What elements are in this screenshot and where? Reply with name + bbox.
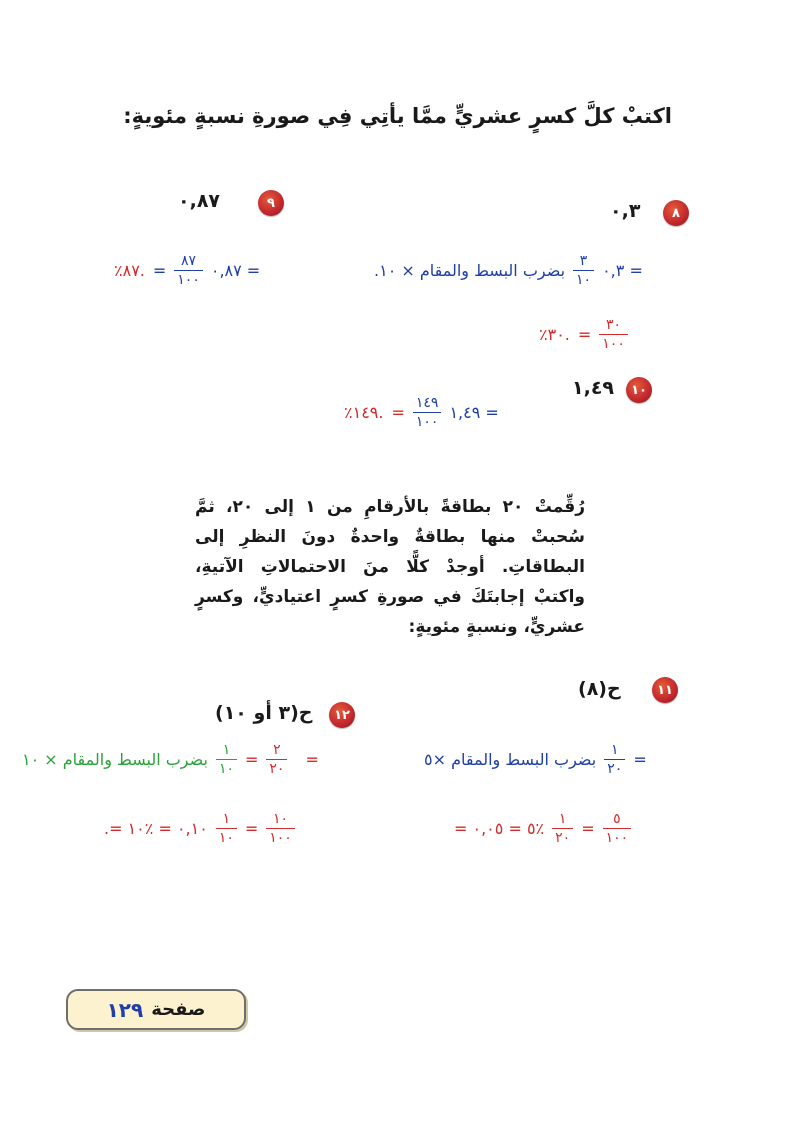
problem-9-number: ٠,٨٧	[178, 190, 221, 212]
equals-sign: =	[244, 750, 259, 769]
problem-12-step2	[100, 812, 299, 845]
problem-10-step1	[340, 396, 503, 429]
problem-8-number: ٠,٣	[610, 200, 641, 222]
page-number-box	[66, 989, 246, 1030]
equals-sign: =	[305, 750, 319, 769]
equals-value: = ٠,٨٧	[210, 261, 261, 280]
percent-result: ٪٨٧.	[114, 261, 145, 280]
fraction: $\frac{١}{٢٠}$	[604, 743, 625, 776]
fraction: $\frac{١}{٢٠}$	[552, 812, 573, 845]
equals-sign: =	[577, 325, 592, 344]
equals-sign: =	[391, 403, 405, 422]
fraction: $\frac{١٤٩}{١٠٠}$	[413, 396, 442, 429]
page-number: ١٢٩	[106, 997, 144, 1022]
problem-12-badge: ١٢	[329, 702, 355, 728]
equals-sign: =	[633, 750, 647, 769]
equals-sign: =	[244, 819, 259, 838]
problem-10-badge: ١٠	[626, 377, 652, 403]
fraction: $\frac{٣}{١٠}$	[573, 254, 594, 287]
problem-9-step1	[110, 254, 264, 287]
step-note: بضرب البسط والمقام × ١٠	[22, 750, 208, 769]
page-label: صفحة	[151, 999, 206, 1020]
step-note: بضرب البسط والمقام ×٥	[424, 750, 597, 769]
equals-sign: =	[152, 261, 167, 280]
problem-10-number: ١,٤٩	[572, 377, 615, 399]
problem-12-label: ح(٣ أو ١٠)	[215, 702, 313, 724]
fraction: $\frac{١}{١٠}$	[216, 812, 237, 845]
fraction: $\frac{٨٧}{١٠٠}$	[174, 254, 203, 287]
problem-8-step1	[370, 254, 647, 287]
percent-result: ٪٣٠.	[539, 325, 570, 344]
fraction: $\frac{١}{١٠}$	[216, 743, 237, 776]
fraction: $\frac{٥}{١٠٠}$	[603, 812, 632, 845]
fraction: $\frac{٣٠}{١٠٠}$	[599, 318, 628, 351]
exercise-heading: اكتبْ كلَّ كسرٍ عشريٍّ ممَّا يأتِي فِي صورةِ نسبةٍ مئويةٍ:	[123, 104, 672, 128]
percent-result: ٪١٤٩.	[344, 403, 384, 422]
fraction: $\frac{١٠}{١٠٠}$	[266, 812, 295, 845]
problem-11-step1	[420, 743, 651, 776]
equals-value: = ٠,٣	[602, 261, 643, 280]
problem-11-step2	[450, 812, 635, 845]
percent-decimal-result: ٠,١٠ = ٪١٠ =.	[104, 819, 208, 838]
probability-instructions: رُقِّمتْ ٢٠ بطاقةً بالأرقامِ من ١ إلى ٢٠، ثمَّ سُحبتْ منها بطاقةٌ واحدةٌ دونَ النظرِ إلى البطاقاتِ. أوجدْ كلًّا منَ الاحتمالاتِ الآتيةِ، واكتبْ إجابتَكَ في صورةِ كسرٍ اعتياديٍّ، وكسرٍ عشريٍّ، ونسبةٍ مئويةٍ:	[195, 497, 586, 637]
fraction: $\frac{٢}{٢٠}$	[266, 743, 287, 776]
percent-decimal-result: ٪٥ = ٠,٠٥ =	[454, 819, 545, 838]
equals-sign: =	[581, 819, 595, 838]
problem-11-label: ح(٨)	[578, 678, 621, 700]
problem-11-badge: ١١	[652, 677, 678, 703]
problem-9-badge: ٩	[258, 190, 284, 216]
step-note: بضرب البسط والمقام × ١٠.	[374, 261, 566, 280]
problem-8-step2	[535, 318, 632, 351]
problem-8-badge: ٨	[663, 200, 689, 226]
equals-value: = ١,٤٩	[449, 403, 499, 422]
problem-12-step1	[18, 743, 323, 776]
